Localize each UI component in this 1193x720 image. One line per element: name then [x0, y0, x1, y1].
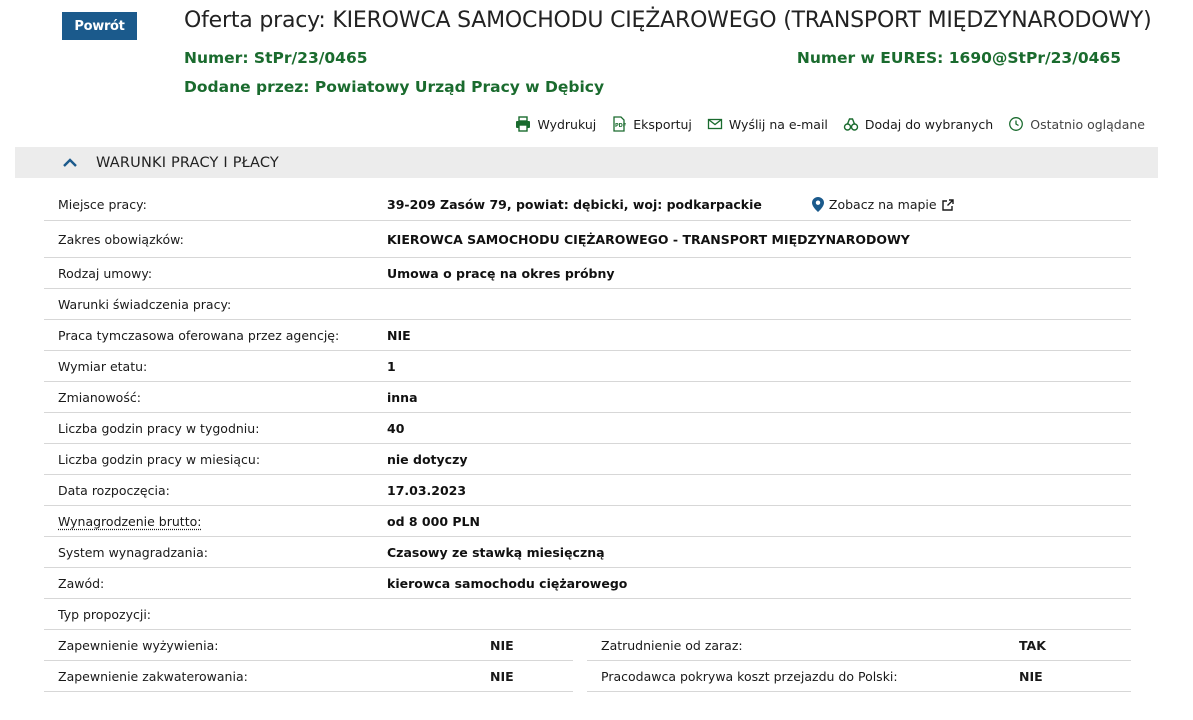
row-label: Pracodawca pokrywa koszt przejazdu do Polski:: [601, 668, 898, 684]
add-favorites-label: Dodaj do wybranych: [864, 116, 994, 132]
row-value: [387, 197, 954, 212]
table-row: [44, 475, 1131, 506]
split-row: [44, 661, 1131, 692]
svg-text:PDF: PDF: [615, 123, 627, 129]
row-value: NIE: [490, 668, 514, 684]
table-row: [44, 289, 1131, 320]
mail-icon: [707, 116, 723, 132]
printer-icon: [515, 116, 531, 132]
added-by-label: Dodane przez:: [184, 78, 310, 96]
offer-number-label: Numer:: [184, 49, 249, 67]
eures-number: [797, 49, 1121, 67]
clock-icon: [1008, 116, 1024, 132]
added-by: [184, 78, 604, 96]
row-value: 17.03.2023: [387, 482, 467, 498]
row-value: 40: [387, 420, 405, 436]
map-link[interactable]: [812, 197, 954, 212]
row-value: kierowca samochodu ciężarowego: [387, 575, 628, 591]
chevron-up-icon[interactable]: [60, 153, 80, 173]
half-row-right: [587, 661, 1131, 692]
table-row: [44, 382, 1131, 413]
back-button[interactable]: Powrót: [62, 12, 137, 40]
row-label: Praca tymczasowa oferowana przez agencję:: [58, 327, 340, 343]
row-label: Zapewnienie wyżywienia:: [58, 637, 219, 653]
offer-number: [184, 49, 368, 67]
row-value: inna: [387, 389, 418, 405]
table-row: [44, 568, 1131, 599]
map-link-label: Zobacz na mapie: [828, 197, 937, 212]
half-row-right: [587, 630, 1131, 661]
eures-number-label: Numer w EURES:: [796, 49, 944, 67]
row-value: NIE: [1019, 668, 1043, 684]
recently-viewed-label: Ostatnio oglądane: [1030, 116, 1145, 132]
row-label: Liczba godzin pracy w miesiącu:: [58, 451, 261, 467]
row-label: Liczba godzin pracy w tygodniu:: [58, 420, 260, 436]
row-label: Rodzaj umowy:: [58, 265, 153, 281]
table-row: [44, 506, 1131, 537]
export-label: Eksportuj: [633, 116, 692, 132]
email-action[interactable]: [707, 116, 828, 132]
row-label: Zatrudnienie od zaraz:: [601, 637, 743, 653]
table-row: [44, 599, 1131, 630]
row-value: NIE: [490, 637, 514, 653]
print-label: Wydrukuj: [537, 116, 597, 132]
row-label: System wynagradzania:: [58, 544, 208, 560]
row-value: nie dotyczy: [387, 451, 468, 467]
half-row-left: [44, 630, 573, 661]
table-row: [44, 444, 1131, 475]
row-label: Typ propozycji:: [58, 606, 152, 622]
row-value: TAK: [1019, 637, 1046, 653]
row-label: Wymiar etatu:: [58, 358, 148, 374]
row-label: Zawód:: [58, 575, 105, 591]
row-label: Warunki świadczenia pracy:: [58, 296, 232, 312]
added-by-value: Powiatowy Urząd Pracy w Dębicy: [314, 78, 605, 96]
actions-toolbar: [515, 116, 1145, 132]
row-value: od 8 000 PLN: [387, 513, 480, 529]
recently-viewed-action[interactable]: [1008, 116, 1145, 132]
table-row: [44, 221, 1131, 258]
row-label: Zakres obowiązków:: [58, 231, 184, 247]
external-link-icon: [942, 199, 954, 211]
table-row: [44, 189, 1131, 221]
export-action[interactable]: [611, 116, 692, 132]
add-favorites-action[interactable]: [843, 116, 993, 132]
table-row: [44, 320, 1131, 351]
favorites-icon: [843, 116, 859, 132]
map-pin-icon: [812, 197, 824, 212]
row-label: Zmianowość:: [58, 389, 141, 405]
salary-tooltip-label[interactable]: Wynagrodzenie brutto:: [58, 513, 202, 529]
half-row-left: [44, 661, 573, 692]
row-label: Data rozpoczęcia:: [58, 482, 170, 498]
row-value: Umowa o pracę na okres próbny: [387, 265, 615, 281]
email-label: Wyślij na e-mail: [728, 116, 828, 132]
section-header[interactable]: [15, 147, 1158, 178]
section-title: WARUNKI PRACY I PŁACY: [96, 154, 279, 171]
table-row: [44, 413, 1131, 444]
row-value: NIE: [387, 327, 411, 343]
location-value: 39-209 Zasów 79, powiat: dębicki, woj: podkarpackie: [387, 197, 762, 212]
split-row: [44, 630, 1131, 661]
row-value: 1: [387, 358, 396, 374]
pdf-icon: [611, 116, 627, 132]
row-value: Czasowy ze stawką miesięczną: [387, 544, 605, 560]
print-action[interactable]: [515, 116, 596, 132]
table-row: [44, 351, 1131, 382]
page-title: Oferta pracy: KIEROWCA SAMOCHODU CIĘŻAROWEGO (TRANSPORT MIĘDZYNARODOWY): [184, 8, 1152, 33]
eures-number-value: 1690@StPr/23/0465: [948, 49, 1121, 67]
row-value: KIEROWCA SAMOCHODU CIĘŻAROWEGO - TRANSPORT MIĘDZYNARODOWY: [387, 231, 910, 247]
row-label: Miejsce pracy:: [58, 197, 147, 212]
conditions-table: [44, 189, 1131, 692]
row-label: Zapewnienie zakwaterowania:: [58, 668, 248, 684]
table-row: [44, 537, 1131, 568]
offer-number-value: StPr/23/0465: [253, 49, 368, 67]
table-row: [44, 258, 1131, 289]
